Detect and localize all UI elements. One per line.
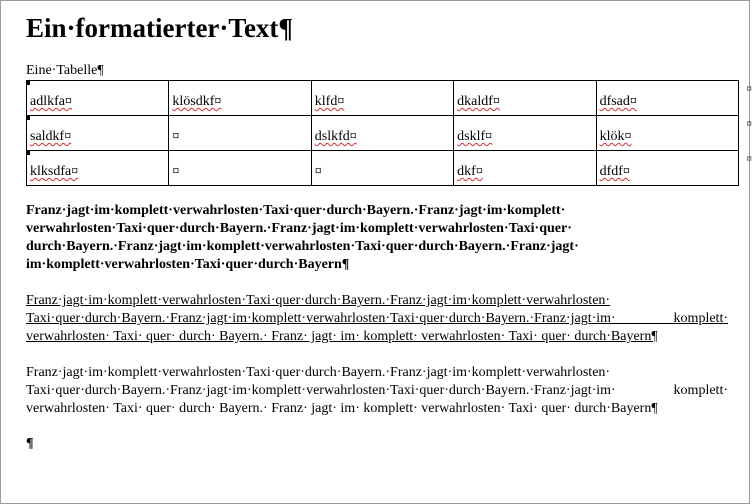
table-cell[interactable] xyxy=(454,151,596,186)
table-cell[interactable] xyxy=(596,81,752,116)
table-cell[interactable] xyxy=(169,151,311,186)
cell-text: adlkfa¤ xyxy=(30,94,72,109)
cell-text: klök¤ xyxy=(599,129,632,144)
cell-text: ¤ xyxy=(172,129,180,144)
normal-paragraph[interactable]: Franz·jagt·im·komplett·verwahrlosten·Taxi·quer·durch·Bayern.·Franz·jagt·im·komplett·verwahrlosten· Taxi·quer·durch·Bayern.·Franz·jagt·im·komplett·verwahrlosten·Taxi·quer·durch·Bayern.·Franz·jagt·im· komplett· verwahrlosten· Taxi· quer· durch· Bayern.· Franz· jagt· im· komplett· verwahrlosten· Taxi· quer· durch·Bayern¶ xyxy=(26,365,728,416)
cell-text: dkf¤ xyxy=(457,164,483,179)
bold-paragraph[interactable]: Franz·jagt·im·komplett·verwahrlosten·Taxi·quer·durch·Bayern.·Franz·jagt·im·komplett· verwahrlosten·Taxi·quer·durch·Bayern.·Franz·jagt·im·komplett·verwahrlosten·Taxi·quer· durch·Bayern.·Franz·jagt·im·komplett·verwahrlosten·Taxi·quer·durch·Bayern.·Franz·jagt· im·komplett·verwahrlosten·Taxi·quer·durch·Bayern¶ xyxy=(26,203,579,272)
underlined-paragraph[interactable]: Franz·jagt·im·komplett·verwahrlosten·Taxi·quer·durch·Bayern.·Franz·jagt·im·komplett·verwahrlosten· Taxi·quer·durch·Bayern.·Franz·jagt·im·komplett·verwahrlosten·Taxi·quer·durch·Bayern.·Franz·jagt·im· komplett· verwahrlosten· Taxi· quer· durch· Bayern.· Franz· jagt· im· komplett· verwahrlosten· Taxi· quer· durch·Bayern¶ xyxy=(26,293,728,344)
table-cell[interactable] xyxy=(454,116,596,151)
table-cell[interactable] xyxy=(27,151,169,186)
cell-text: ¤ xyxy=(314,164,322,179)
table-cell[interactable] xyxy=(596,116,752,151)
cell-text: saldkf¤ xyxy=(30,129,72,144)
cell-text: dfdf¤ xyxy=(599,164,630,179)
document-heading[interactable]: Ein·formatierter·Text¶ xyxy=(26,13,294,43)
table-row xyxy=(27,116,739,151)
cell-text: dslkfd¤ xyxy=(314,129,357,144)
table-cell[interactable] xyxy=(27,81,169,116)
cell-text: ¤ xyxy=(172,164,180,179)
table-cell[interactable] xyxy=(454,81,596,116)
table-row xyxy=(27,151,739,186)
cell-text: klfd¤ xyxy=(314,94,345,109)
empty-paragraph-mark[interactable]: ¶ xyxy=(26,436,34,451)
table-cell[interactable] xyxy=(169,81,311,116)
cell-text: dkaldf¤ xyxy=(457,94,500,109)
table-cell[interactable] xyxy=(311,151,453,186)
row-select-marker[interactable] xyxy=(26,81,30,85)
row-end-mark: ¤ xyxy=(746,83,752,95)
table-cell[interactable] xyxy=(596,151,752,186)
table-cell[interactable] xyxy=(311,81,453,116)
cell-text: klösdkf¤ xyxy=(172,94,222,109)
cell-text: klksdfa¤ xyxy=(30,164,79,179)
table-cell[interactable] xyxy=(169,116,311,151)
row-end-mark: ¤ xyxy=(746,153,752,165)
row-end-mark: ¤ xyxy=(746,118,752,130)
table-cell[interactable] xyxy=(311,116,453,151)
cell-text: dsklf¤ xyxy=(457,129,493,144)
row-select-marker[interactable] xyxy=(26,116,30,120)
document-body[interactable] xyxy=(26,11,752,452)
row-select-marker[interactable] xyxy=(26,151,30,155)
table-cell[interactable] xyxy=(27,116,169,151)
table-row xyxy=(27,81,739,116)
data-table xyxy=(26,80,752,186)
table-caption[interactable]: Eine·Tabelle¶ xyxy=(26,63,104,78)
cell-text: dfsad¤ xyxy=(599,94,637,109)
